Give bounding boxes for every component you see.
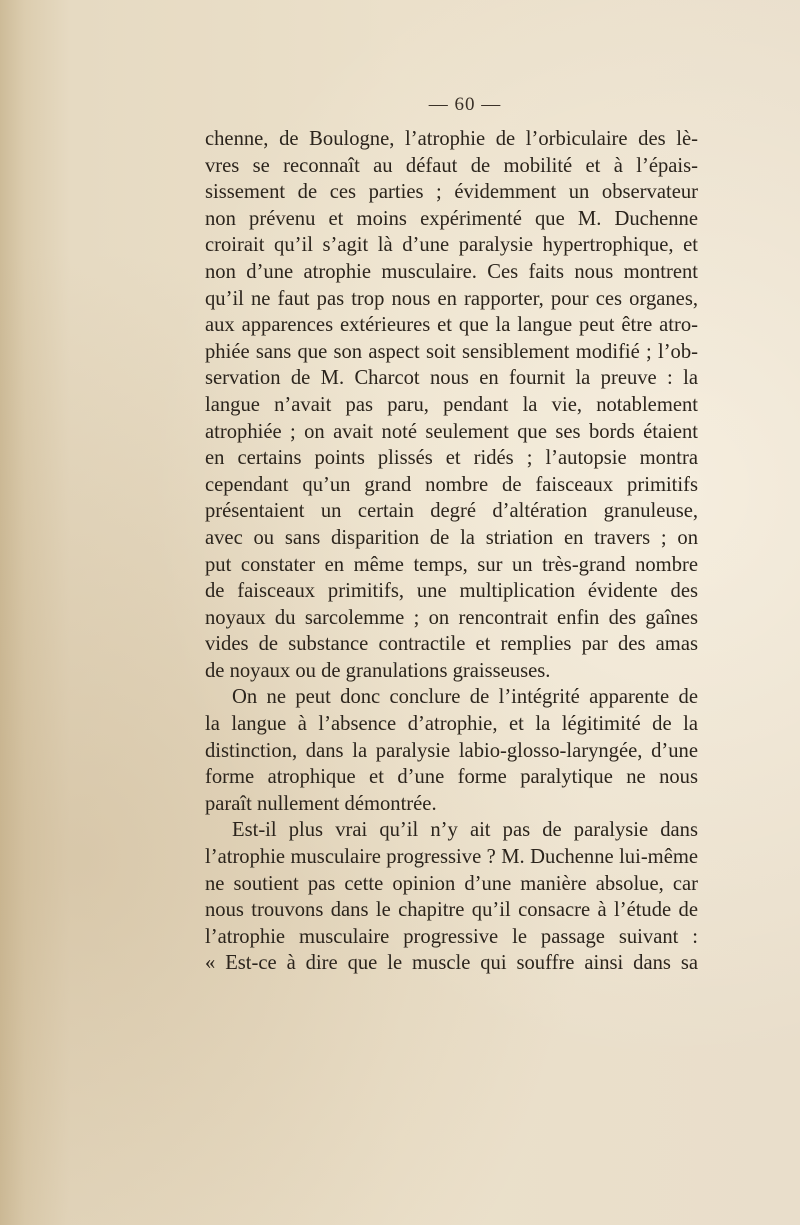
text-line: langue n’avait pas paru, pendant la vie, notablement (205, 393, 698, 416)
text-line: put constater en même temps, sur un très-grand nombre (205, 553, 698, 576)
text-line: la langue à l’absence d’atrophie, et la légitimité de la (205, 713, 698, 736)
text-line: de noyaux ou de granulations graisseuses. (205, 659, 551, 682)
text-line: forme atrophique et d’une forme paralytique ne nous (205, 766, 698, 789)
text-line: qu’il ne faut pas trop nous en rapporter, pour ces organes, (205, 287, 698, 310)
text-line: ne soutient pas cette opinion d’une manière absolue, car (205, 872, 698, 895)
text-line: présentaient un certain degré d’altération granuleuse, (205, 500, 698, 523)
text-line: Est-il plus vrai qu’il n’y ait pas de paralysie dans (232, 819, 698, 842)
text-line: croirait qu’il s’agit là d’une paralysie hypertrophique, et (205, 234, 698, 257)
text-line: en certains points plissés et ridés ; l’autopsie montra (205, 447, 698, 470)
text-line: l’atrophie musculaire progressive le passage suivant : (205, 925, 698, 948)
text-line: aux apparences extérieures et que la langue peut être atro- (205, 314, 698, 337)
text-line: avec ou sans disparition de la striation en travers ; on (205, 526, 698, 549)
text-line: servation de M. Charcot nous en fournit la preuve : la (205, 367, 698, 390)
text-line: cependant qu’un grand nombre de faisceaux primitifs (205, 473, 698, 496)
text-line: On ne peut donc conclure de l’intégrité apparente de (232, 686, 698, 709)
text-line: phiée sans que son aspect soit sensiblement modifié ; l’ob- (205, 340, 698, 363)
text-line: vres se reconnaît au défaut de mobilité et à l’épais- (205, 154, 698, 177)
text-line: paraît nullement démontrée. (205, 792, 437, 815)
text-line: l’atrophie musculaire progressive ? M. Duchenne lui-même (205, 846, 698, 869)
text-line: atrophiée ; on avait noté seulement que ses bords étaient (205, 420, 698, 443)
text-line: noyaux du sarcolemme ; on rencontrait enfin des gaînes (205, 606, 698, 629)
body-text (205, 126, 698, 977)
text-line: sissement de ces parties ; évidemment un observateur (205, 181, 698, 204)
text-line: « Est-ce à dire que le muscle qui souffre ainsi dans sa (205, 952, 698, 975)
page-number: — 60 — (428, 94, 502, 115)
text-line: nous trouvons dans le chapitre qu’il consacre à l’étude de (205, 899, 698, 922)
text-line: vides de substance contractile et remplies par des amas (205, 633, 698, 656)
text-line: distinction, dans la paralysie labio-glosso-laryngée, d’une (205, 739, 698, 762)
text-line: non d’une atrophie musculaire. Ces faits nous montrent (205, 260, 698, 283)
text-line: non prévenu et moins expérimenté que M. Duchenne (205, 207, 698, 230)
text-line: chenne, de Boulogne, l’atrophie de l’orbiculaire des lè- (205, 128, 698, 150)
text-line: de faisceaux primitifs, une multiplication évidente des (205, 580, 698, 603)
